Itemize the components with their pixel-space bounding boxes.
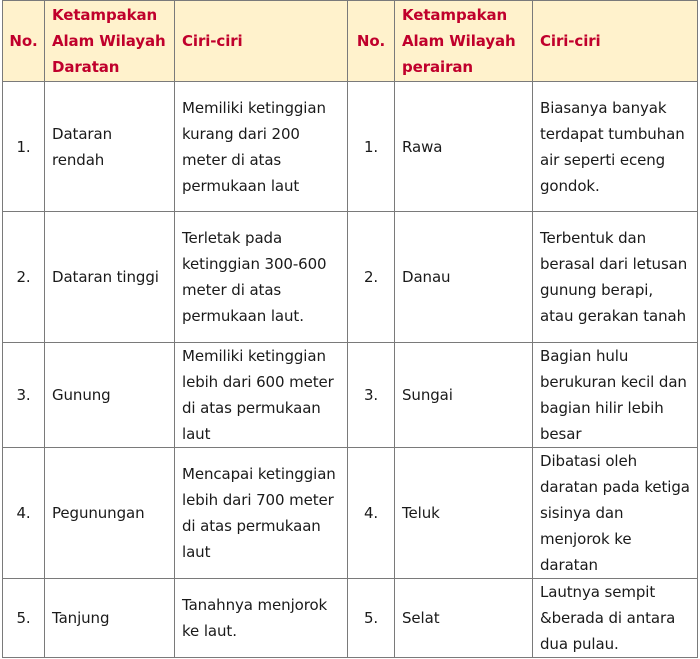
water-feature-description: Lautnya sempit &berada di antara dua pulau.	[533, 579, 698, 658]
water-feature-name: Sungai	[395, 343, 533, 448]
table-row	[3, 579, 698, 658]
land-number: 3.	[3, 343, 45, 448]
header-no-land: No.	[3, 1, 45, 82]
land-feature-description: Terletak pada ketinggian 300-600 meter di atas permukaan laut.	[175, 212, 348, 343]
land-feature-name: Pegunungan	[45, 448, 175, 579]
header-water-feature: Ketampakan Alam Wilayah perairan	[395, 1, 533, 82]
water-feature-name: Danau	[395, 212, 533, 343]
water-feature-description: Terbentuk dan berasal dari letusan gunung berapi, atau gerakan tanah	[533, 212, 698, 343]
water-number: 5.	[348, 579, 395, 658]
land-feature-description: Memiliki ketinggian kurang dari 200 meter di atas permukaan laut	[175, 82, 348, 212]
land-feature-description: Memiliki ketinggian lebih dari 600 meter di atas permukaan laut	[175, 343, 348, 448]
land-feature-description: Mencapai ketinggian lebih dari 700 meter di atas permukaan laut	[175, 448, 348, 579]
land-feature-name: Tanjung	[45, 579, 175, 658]
table-header	[3, 1, 698, 82]
header-water-traits: Ciri-ciri	[533, 1, 698, 82]
table-row	[3, 212, 698, 343]
header-no-water: No.	[348, 1, 395, 82]
water-number: 1.	[348, 82, 395, 212]
water-feature-description: Bagian hulu berukuran kecil dan bagian hilir lebih besar	[533, 343, 698, 448]
water-feature-name: Selat	[395, 579, 533, 658]
land-feature-name: Gunung	[45, 343, 175, 448]
land-number: 2.	[3, 212, 45, 343]
header-row	[3, 1, 698, 82]
table-body	[3, 82, 698, 658]
land-feature-description: Tanahnya menjorok ke laut.	[175, 579, 348, 658]
water-feature-description: Biasanya banyak terdapat tumbuhan air seperti eceng gondok.	[533, 82, 698, 212]
water-feature-name: Rawa	[395, 82, 533, 212]
land-number: 1.	[3, 82, 45, 212]
water-feature-name: Teluk	[395, 448, 533, 579]
land-feature-name: Dataran tinggi	[45, 212, 175, 343]
water-feature-description: Dibatasi oleh daratan pada ketiga sisinya dan menjorok ke daratan	[533, 448, 698, 579]
header-land-traits: Ciri-ciri	[175, 1, 348, 82]
table-row	[3, 448, 698, 579]
water-number: 4.	[348, 448, 395, 579]
land-number: 5.	[3, 579, 45, 658]
table-row	[3, 343, 698, 448]
table-row	[3, 82, 698, 212]
water-number: 2.	[348, 212, 395, 343]
land-number: 4.	[3, 448, 45, 579]
landforms-table	[2, 0, 698, 658]
header-land-feature: Ketampakan Alam Wilayah Daratan	[45, 1, 175, 82]
water-number: 3.	[348, 343, 395, 448]
land-feature-name: Dataran rendah	[45, 82, 175, 212]
